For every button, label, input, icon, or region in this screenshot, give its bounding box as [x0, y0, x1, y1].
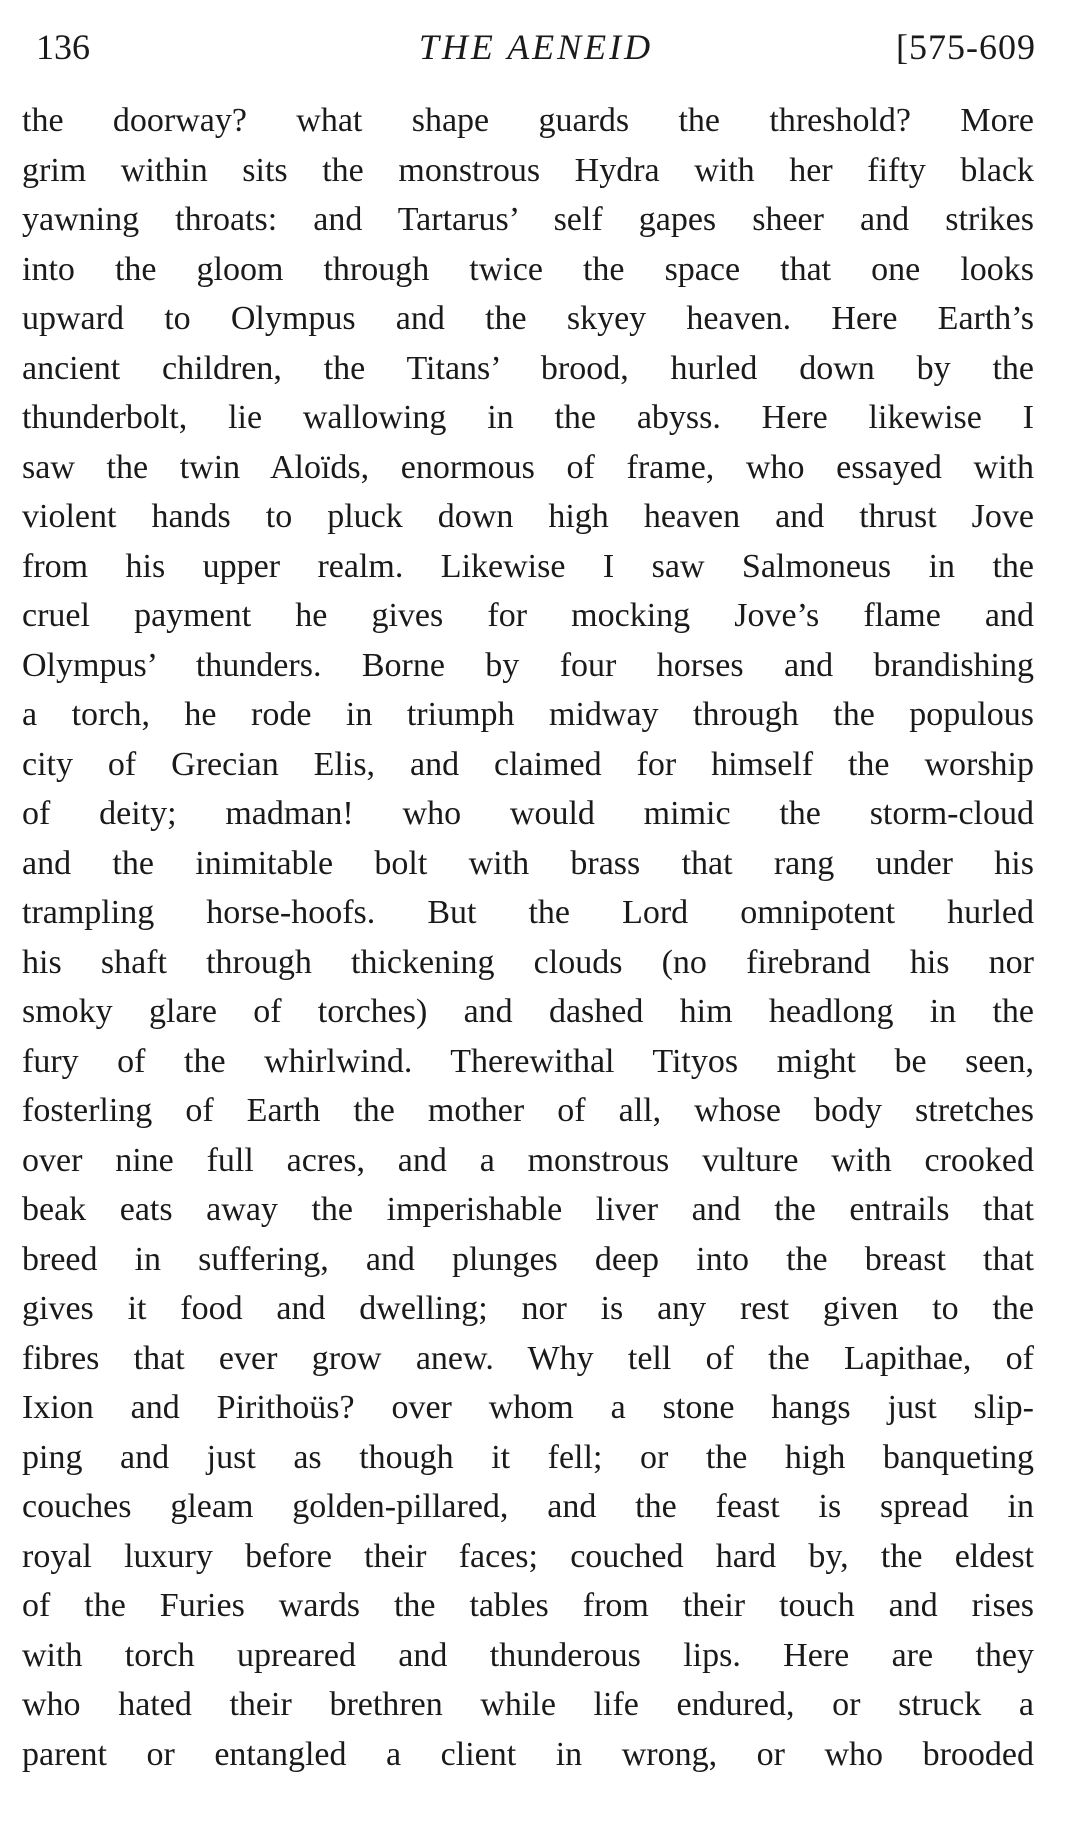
text-line: smoky glare of torches) and dashed him headlong in the	[22, 993, 1034, 1030]
text-line: from his upper realm. Likewise I saw Salmoneus in the	[22, 547, 1034, 585]
text-line: cruel payment he gives for mocking Jove’s flame and	[22, 597, 1034, 634]
line-range: [575-609	[896, 27, 1036, 67]
text-line: and the inimitable bolt with brass that rang under his	[22, 844, 1034, 882]
text-line: beak eats away the imperishable liver and the entrails that	[22, 1191, 1034, 1228]
page-number: 136	[36, 27, 90, 67]
text-line: with torch upreared and thunderous lips. Here are they	[22, 1636, 1034, 1674]
text-line: Olympus’ thunders. Borne by four horses and brandishing	[22, 646, 1034, 684]
running-title: THE AENEID	[418, 27, 654, 67]
body-text	[22, 96, 1034, 1779]
text-line: who hated their brethren while life endured, or struck a	[22, 1686, 1034, 1723]
text-line: ancient children, the Titans’ brood, hurled down by the	[22, 349, 1034, 387]
text-line: breed in suffering, and plunges deep into the breast that	[22, 1240, 1034, 1278]
text-line: trampling horse-hoofs. But the Lord omnipotent hurled	[22, 894, 1034, 931]
text-line: upward to Olympus and the skyey heaven. Here Earth’s	[22, 300, 1034, 337]
running-header	[36, 22, 1036, 72]
text-line: Ixion and Pirithoüs? over whom a stone hangs just slip-	[22, 1389, 1034, 1426]
text-line: saw the twin Aloïds, enormous of frame, who essayed with	[22, 448, 1034, 486]
text-line: of deity; madman! who would mimic the storm-cloud	[22, 795, 1034, 832]
text-line: yawning throats: and Tartarus’ self gapes sheer and strikes	[22, 201, 1034, 238]
text-line: over nine full acres, and a monstrous vulture with crooked	[22, 1141, 1034, 1179]
text-line: the doorway? what shape guards the threshold? More	[22, 102, 1034, 139]
text-line: a torch, he rode in triumph midway through the populous	[22, 696, 1034, 733]
text-line: violent hands to pluck down high heaven and thrust Jove	[22, 498, 1034, 535]
text-line: city of Grecian Elis, and claimed for himself the worship	[22, 745, 1034, 783]
text-line: royal luxury before their faces; couched hard by, the eldest	[22, 1537, 1034, 1575]
text-line: parent or entangled a client in wrong, or who brooded	[22, 1735, 1034, 1773]
text-line: of the Furies wards the tables from their touch and rises	[22, 1587, 1034, 1624]
text-line: into the gloom through twice the space that one looks	[22, 250, 1034, 288]
text-line: gives it food and dwelling; nor is any rest given to the	[22, 1290, 1034, 1327]
text-line: grim within sits the monstrous Hydra with her fifty black	[22, 151, 1034, 189]
text-line: couches gleam golden-pillared, and the feast is spread in	[22, 1488, 1034, 1525]
text-line: ping and just as though it fell; or the high banqueting	[22, 1438, 1034, 1476]
text-line: fury of the whirlwind. Therewithal Tityos might be seen,	[22, 1042, 1034, 1080]
text-line: fosterling of Earth the mother of all, whose body stretches	[22, 1092, 1034, 1129]
text-line: fibres that ever grow anew. Why tell of the Lapithae, of	[22, 1339, 1034, 1377]
text-line: thunderbolt, lie wallowing in the abyss. Here likewise I	[22, 399, 1034, 436]
text-line: his shaft through thickening clouds (no firebrand his nor	[22, 943, 1034, 981]
